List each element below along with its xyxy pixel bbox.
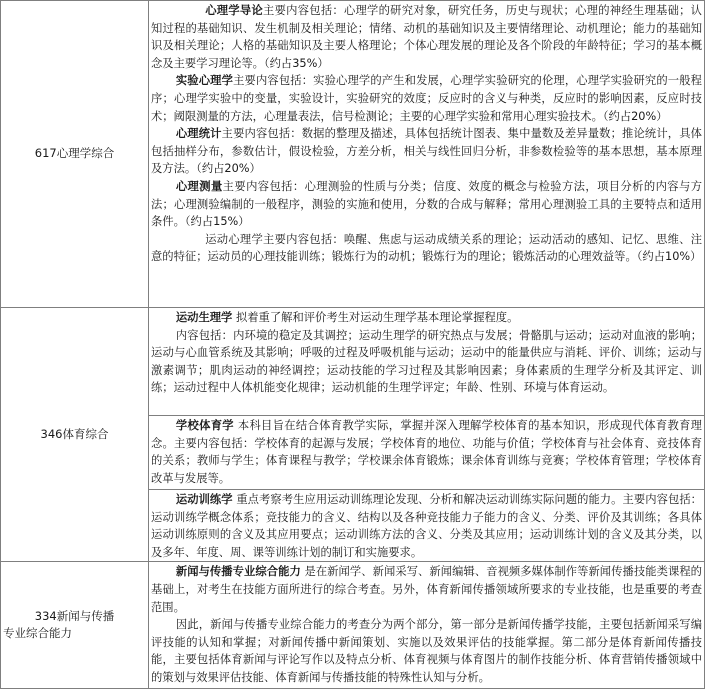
table-row-pe-physiology: [1, 308, 705, 416]
paragraph-title: 心理学导论: [205, 4, 264, 17]
subject-label-psychology: 617心理学综合: [34, 146, 115, 161]
paragraph-text: 主要内容包括：实验心理学的产生和发展，心理学实验研究的伦理，心理学实验研究的一般程序；心理学实验中的变量，实验设计，实验研究的效度；反应时的含义与种类，反应时的影响因素，反应时技术；阈限测量的方法，心理量表法，信号检测论；主要的心理学实验和常用心理实验技术。（约占20%）: [151, 74, 702, 123]
table-row-news: [1, 562, 705, 689]
subject-cell-news: [1, 562, 149, 689]
content-cell-psychology: [149, 1, 705, 308]
paragraph-text: 拟着重了解和评价考生对运动生理学基本理论掌握程度。: [235, 311, 519, 324]
subject-label-news-line-2: 专业综合能力: [3, 626, 72, 641]
paragraph-text: 内容包括：内环境的稳定及其调控；运动生理学的研究热点与发展；骨骼肌与运动；运动对血液的影响；运动与心血管系统及其影响；呼吸的过程及呼吸机能与运动；运动中的能量供应与消耗、评价、训练；运动与激素调节；肌肉运动的神经调控；运动技能的学习过程及其影响因素；身体素质的生理学分析及其评定、训练；运动过程中人体机能变化规律；运动机能的生理学评定；年龄、性别、环境与体育运动。: [151, 328, 702, 395]
subject-label-news-line-1: 334新闻与传播: [34, 608, 115, 623]
paragraph-statistics: [151, 125, 702, 178]
subject-label-pe: 346体育综合: [40, 426, 109, 441]
paragraph-experimental-psychology: [151, 72, 702, 125]
paragraph-school-pe: [151, 417, 702, 487]
paragraph-news-parts: [151, 616, 702, 686]
paragraph-text: 是在新闻学、新闻采写、新闻编辑、音视频多媒体制作等新闻传播技能类课程的基础上，对考生在技能方面所进行的综合考查。另外，体育新闻传播领域所要求的专业技能，也是重要的考查范围。: [151, 565, 702, 614]
paragraph-text: 主要内容包括：数据的整理及描述，具体包括统计图表、集中量数及差异量数；推论统计，具体包括抽样分布，参数估计，假设检验，方差分析，相关与线性回归分析，非参数检验等的基本思想，基本原理及方法。（约占20%）: [151, 127, 702, 176]
subject-cell-pe: [1, 308, 149, 562]
paragraph-intro-psychology: [151, 2, 702, 72]
paragraph-title: 心理测量: [175, 179, 223, 193]
paragraph-training: [151, 491, 702, 561]
paragraph-text: 重点考察考生应用运动训练理论发现、分析和解决运动训练实际问题的能力。主要内容包括：运动训练学概念体系；竞技能力的含义、结构以及各种竞技能力子能力的含义、分类、评价及其训练；各具体运动训练原则的含义及其应用要点；运动训练方法的含义、分类及其应用；运动训练计划的含义及其分类，以及多年、年度、周、课等训练计划的制订和实施要求。: [151, 493, 702, 559]
paragraph-title: 心理统计: [175, 127, 222, 141]
paragraph-title: 运动生理学: [175, 311, 233, 324]
paragraph-text: 因此，新闻与传播专业综合能力的考查分为两个部分，第一部分是新闻传播学技能，主要包括新闻采写编评技能的认知和掌握；对新闻传播中新闻策划、实施以及效果评估的技能掌握。第二部分是体育新闻传播技能，主要包括体育新闻与评论写作以及特点分析、体育视频与体育图片的制作技能分析、体育营销传播领域中的策划与效果评估技能、体育新闻与传播技能的特殊性认知与分析。: [151, 618, 702, 684]
paragraph-physiology-content: [151, 327, 702, 397]
paragraph-physiology-intro: [151, 309, 702, 327]
paragraph-text: 运动心理学主要内容包括：唤醒、焦虑与运动成绩关系的理论；运动活动的感知、记忆、思维、注意的特征；运动员的心理技能训练；锻炼行为的动机；锻炼行为的理论；锻炼活动的心理效益等。（约占10%）: [151, 232, 702, 264]
paragraph-title: 运动训练学: [175, 493, 233, 506]
paragraph-measurement: [151, 178, 702, 231]
content-cell-news: [149, 562, 705, 689]
content-cell-training: [149, 490, 705, 562]
content-cell-school-pe: [149, 416, 705, 490]
paragraph-news-intro: [151, 563, 702, 616]
paragraph-title: 实验心理学: [175, 74, 234, 88]
paragraph-sport-psychology: [151, 231, 702, 266]
paragraph-text: 主要内容包括：心理学的研究对象，研究任务，历史与现状；心理的神经生理基础；认知过程的基础知识、发生机制及相关理论；情绪、动机的基础知识及主要情绪理论、动机理论；能力的基础知识及相关理论；人格的基础知识及主要人格理论；个体心理发展的理论及各个阶段的年龄特征；学习的基本概念及主要学习理论等。（约占35%）: [151, 4, 702, 70]
paragraph-text: 本科目旨在结合体育教学实际，掌握并深入理解学校体育的基本知识，形成现代体育教育理念。主要内容包括：学校体育的起源与发展；学校体育的地位、功能与价值；学校体育与社会体育、竞技体育的关系；教师与学生；体育课程与教学；学校课余体育锻炼；课余体育训练与竞赛；学校体育管理；学校体育改革与发展等。: [151, 419, 702, 485]
content-cell-physiology: [149, 308, 705, 416]
paragraph-title: 学校体育学: [175, 419, 234, 432]
paragraph-text: 主要内容包括：心理测验的性质与分类；信度、效度的概念与检验方法，项目分析的内容与方法；心理测验编制的一般程序，测验的实施和使用，分数的合成与解释；常用心理测验工具的主要特点和适用条件。（约占15%）: [151, 179, 702, 229]
paragraph-title: 新闻与传播专业综合能力: [175, 565, 301, 579]
subject-cell-psychology: [1, 1, 149, 308]
table-row-psychology: [1, 1, 705, 308]
